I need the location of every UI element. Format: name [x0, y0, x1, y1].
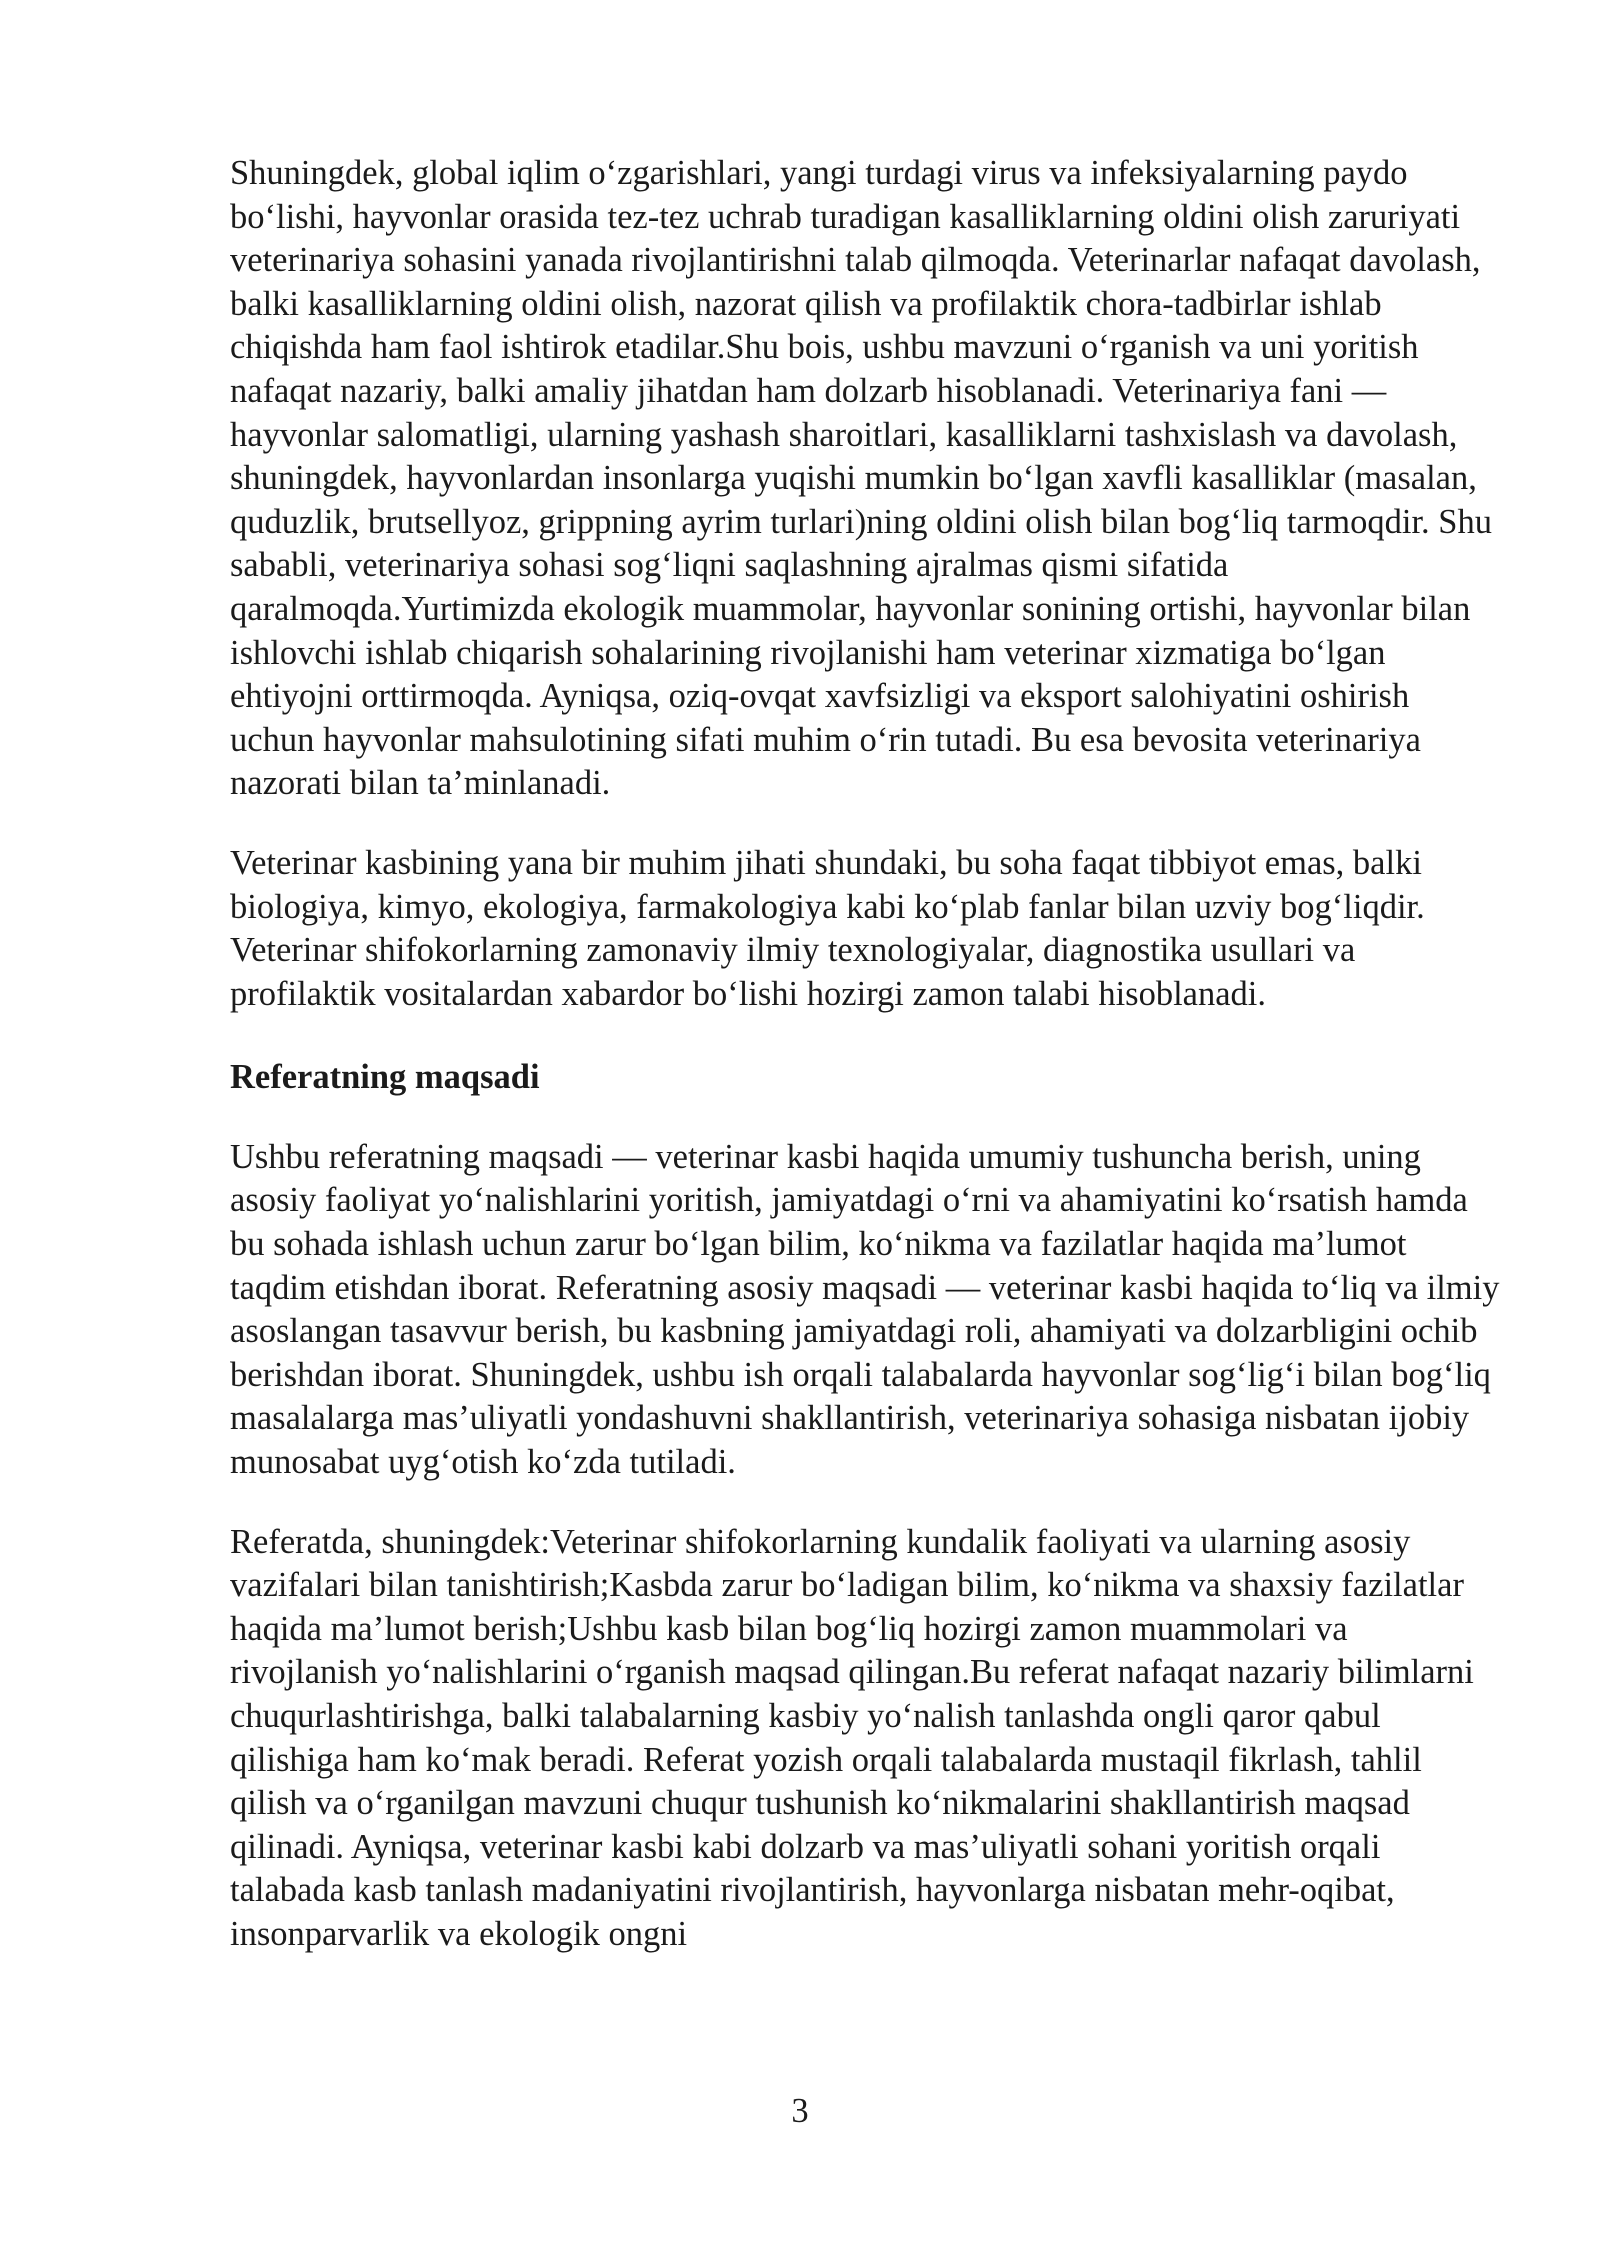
- page-number: 3: [791, 2092, 809, 2130]
- paragraph-maqsad: Ushbu referatning maqsadi — veterinar kasbi haqida umumiy tushuncha berish, uning asosiy faoliyat yo‘nalishlarini yoritish, jamiyatdagi o‘rni va ahamiyatini ko‘rsatish hamda bu sohada ishlash uchun zarur bo‘lgan bilim, ko‘nikma va fazilatlar haqida ma’lumot taqdim etishdan iborat. Referatning asosiy maqsadi — veterinar kasbi haqida to‘liq va ilmiy asoslangan tasavvur berish, bu kasbning jamiyatdagi roli, ahamiyati va dolzarbligini ochib berishdan iborat. Shuningdek, ushbu ish orqali talabalarda hayvonlar sog‘lig‘i bilan bog‘liq masalalarga mas’uliyatli yondashuvni shakllantirish, veterinariya sohasiga nisbatan ijobiy munosabat uyg‘otish ko‘zda tutiladi.: [230, 1137, 1500, 1482]
- document-body: [230, 152, 1500, 1957]
- section-heading: Referatning maqsadi: [230, 1058, 540, 1097]
- paragraph-referatda: Referatda, shuningdek:Veterinar shifokorlarning kundalik faoliyati va ularning asosiy vazifalari bilan tanishtirish;Kasbda zarur bo‘ladigan bilim, ko‘nikma va shaxsiy fazilatlar haqida ma’lumot berish;Ushbu kasb bilan bog‘liq hozirgi zamon muammolari va rivojlanish yo‘nalishlarini o‘rganish maqsad qilingan.Bu referat nafaqat nazariy bilimlarni chuqurlashtirishga, balki talabalarning kasbiy yo‘nalish tanlashda ongli qaror qabul qilishiga ham ko‘mak beradi. Referat yozish orqali talabalarda mustaqil fikrlash, tahlil qilish va o‘rganilgan mavzuni chuqur tushunish ko‘nikmalarini shakllantirish maqsad qilinadi. Ayniqsa, veterinar kasbi kabi dolzarb va mas’uliyatli sohani yoritish orqali talabada kasb tanlash madaniyatini rivojlantirish, hayvonlarga nisbatan mehr-oqibat, insonparvarlik va ekologik ongni: [230, 1522, 1474, 1953]
- paragraph-intro: Shuningdek, global iqlim o‘zgarishlari, yangi turdagi virus va infeksiyalarning paydo bo‘lishi, hayvonlar orasida tez-tez uchrab turadigan kasalliklarning oldini olish zaruriyati veterinariya sohasini yanada rivojlantirishni talab qilmoqda. Veterinarlar nafaqat davolash, balki kasalliklarning oldini olish, nazorat qilish va profilaktik chora-tadbirlar ishlab chiqishda ham faol ishtirok etadilar.Shu bois, ushbu mavzuni o‘rganish va uni yoritish nafaqat nazariy, balki amaliy jihatdan ham dolzarb hisoblanadi. Veterinariya fani — hayvonlar salomatligi, ularning yashash sharoitlari, kasalliklarni tashxislash va davolash, shuningdek, hayvonlardan insonlarga yuqishi mumkin bo‘lgan xavfli kasalliklar (masalan, quduzlik, brutsellyoz, grippning ayrim turlari)ning oldini olish bilan bog‘liq tarmoqdir. Shu sababli, veterinariya sohasi sog‘liqni saqlashning ajralmas qismi sifatida qaralmoqda.Yurtimizda ekologik muammolar, hayvonlar sonining ortishi, hayvonlar bilan ishlovchi ishlab chiqarish sohalarining rivojlanishi ham veterinar xizmatiga bo‘lgan ehtiyojni orttirmoqda. Ayniqsa, oziq-ovqat xavfsizligi va eksport salohiyatini oshirish uchun hayvonlar mahsulotining sifati muhim o‘rin tutadi. Bu esa bevosita veterinariya nazorati bilan ta’minlanadi.: [230, 154, 1492, 803]
- paragraph-veterinar-kasbi: Veterinar kasbining yana bir muhim jihati shundaki, bu soha faqat tibbiyot emas, balki biologiya, kimyo, ekologiya, farmakologiya kabi ko‘plab fanlar bilan uzviy bog‘liqdir. Veterinar shifokorlarning zamonaviy ilmiy texnologiyalar, diagnostika usullari va profilaktik vositalardan xabardor bo‘lishi hozirgi zamon talabi hisoblanadi.: [230, 843, 1425, 1013]
